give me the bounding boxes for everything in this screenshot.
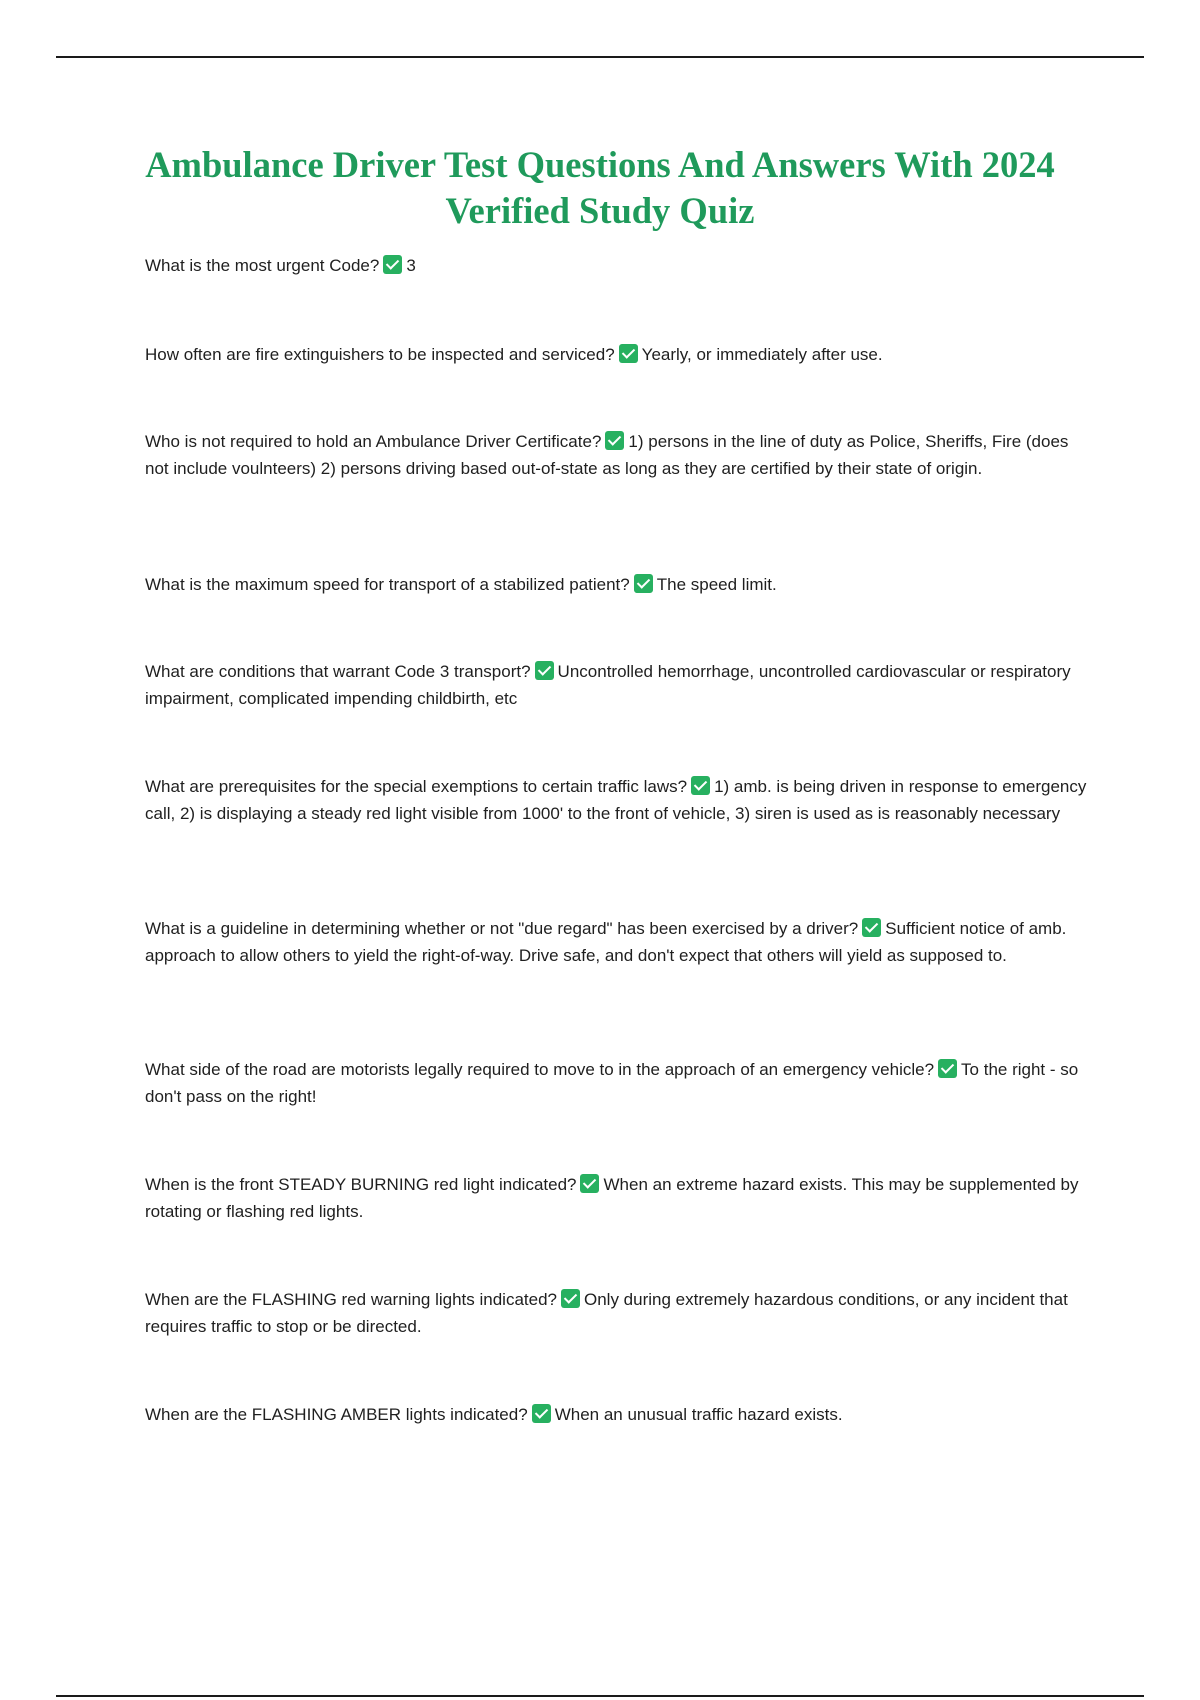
qa-item-8 xyxy=(145,1056,1090,1110)
check-mark-icon xyxy=(634,574,653,593)
bottom-divider xyxy=(56,1695,1144,1697)
question-text: What is the most urgent Code? xyxy=(145,256,380,275)
question-text: Who is not required to hold an Ambulance Driver Certificate? xyxy=(145,432,602,451)
answer-text: The speed limit. xyxy=(656,575,777,594)
qa-item-9 xyxy=(145,1171,1090,1225)
check-mark-icon xyxy=(561,1289,580,1308)
top-divider xyxy=(56,56,1144,58)
question-text: How often are fire extinguishers to be inspected and serviced? xyxy=(145,345,615,364)
qa-item-11 xyxy=(145,1401,1090,1428)
answer-text: When an unusual traffic hazard exists. xyxy=(554,1405,843,1424)
answer-text: Uncontrolled hemorrhage, uncontrolled cardiovascular or respiratory impairment, complicated impending childbirth, etc xyxy=(145,662,1071,708)
check-mark-icon xyxy=(938,1059,957,1078)
answer-text: 1) amb. is being driven in response to emergency call, 2) is displaying a steady red light visible from 1000' to the front of vehicle, 3) siren is used as is reasonably necessary xyxy=(145,777,1087,823)
answer-text: Only during extremely hazardous conditions, or any incident that requires traffic to stop or be directed. xyxy=(145,1290,1068,1336)
qa-item-5 xyxy=(145,658,1090,712)
qa-item-6 xyxy=(145,773,1090,827)
check-mark-icon xyxy=(532,1404,551,1423)
answer-text: Sufficient notice of amb. approach to allow others to yield the right-of-way. Drive safe, and don't expect that others will yield as supposed to. xyxy=(145,919,1067,965)
qa-item-3 xyxy=(145,428,1090,482)
question-text: When are the FLASHING AMBER lights indicated? xyxy=(145,1405,528,1424)
check-mark-icon xyxy=(605,431,624,450)
document-title-line-2: Verified Study Quiz xyxy=(445,190,755,231)
question-text: When is the front STEADY BURNING red light indicated? xyxy=(145,1175,577,1194)
question-text: What is a guideline in determining whether or not "due regard" has been exercised by a driver? xyxy=(145,919,859,938)
answer-text: To the right - so don't pass on the right! xyxy=(145,1060,1079,1106)
check-mark-icon xyxy=(619,344,638,363)
check-mark-icon xyxy=(580,1174,599,1193)
check-mark-icon xyxy=(862,918,881,937)
document-title xyxy=(100,142,1100,234)
qa-item-2 xyxy=(145,341,1090,368)
check-mark-icon xyxy=(383,255,402,274)
answer-text: When an extreme hazard exists. This may be supplemented by rotating or flashing red lights. xyxy=(145,1175,1079,1221)
qa-item-4 xyxy=(145,571,1090,598)
question-text: What side of the road are motorists legally required to move to in the approach of an emergency vehicle? xyxy=(145,1060,935,1079)
question-text: What are conditions that warrant Code 3 transport? xyxy=(145,662,531,681)
document-title-line-1: Ambulance Driver Test Questions And Answers With 2024 xyxy=(145,144,1055,185)
qa-item-7 xyxy=(145,915,1090,969)
answer-text: 1) persons in the line of duty as Police, Sheriffs, Fire (does not include voulnteers) 2) persons driving based out-of-state as long as they are certified by their state of origin. xyxy=(145,432,1069,478)
answer-text: Yearly, or immediately after use. xyxy=(641,345,883,364)
question-text: What are prerequisites for the special exemptions to certain traffic laws? xyxy=(145,777,688,796)
question-text: When are the FLASHING red warning lights indicated? xyxy=(145,1290,557,1309)
check-mark-icon xyxy=(691,776,710,795)
answer-text: 3 xyxy=(406,256,416,275)
question-text: What is the maximum speed for transport of a stabilized patient? xyxy=(145,575,630,594)
check-mark-icon xyxy=(535,661,554,680)
qa-item-10 xyxy=(145,1286,1090,1340)
qa-item-1 xyxy=(145,252,1090,279)
